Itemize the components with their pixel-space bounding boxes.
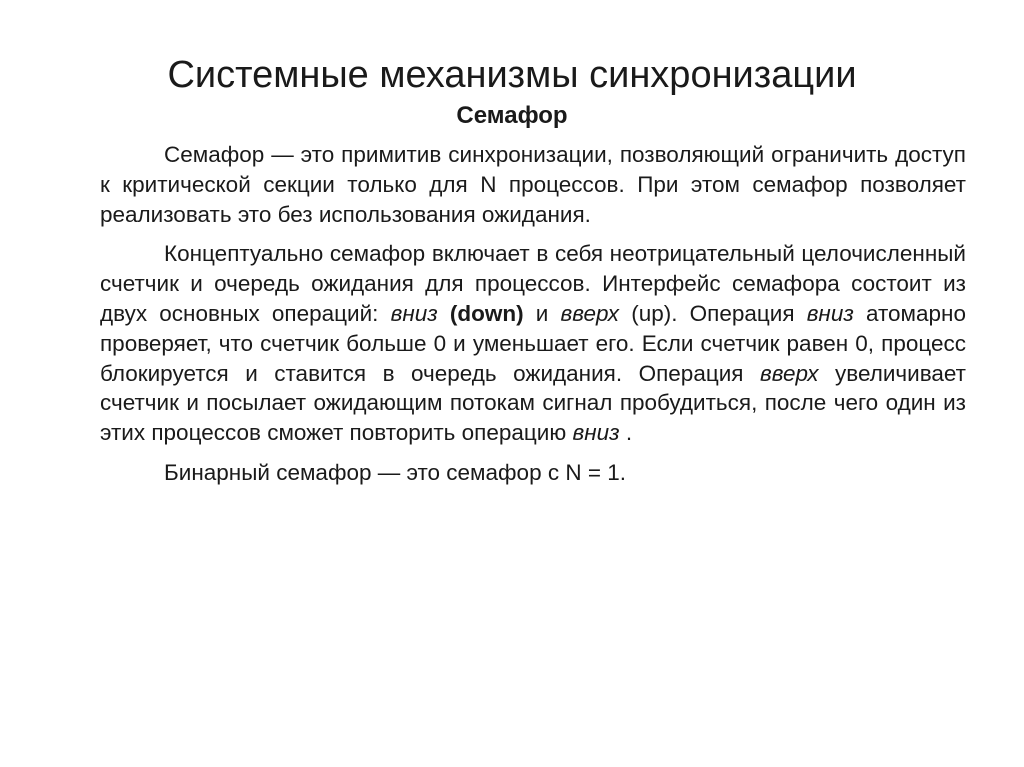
concept-text-7: . [619,420,633,446]
slide-body [100,140,966,498]
concept-text-5: атомарно проверяет, что счетчик больше 0 и уменьшает его. Если счетчик равен 0, процесс блокируется и ставится в очередь ожидания. Операция [100,300,966,386]
term-down-en: (down) [449,300,524,326]
slide-subtitle: Семафор [456,102,568,129]
paragraph-concept [100,239,966,448]
paragraph-definition: Семафор — это примитив синхронизации, позволяющий ограничить доступ к критической секции только для N процессов. При этом семафор позволяет реализовать это без использования ожидания. [100,142,966,227]
term-up-ru-2: вверх [759,360,819,386]
concept-text-6: увеличивает счетчик и посылает ожидающим потокам сигнал пробудиться, после чего один из этих процессов сможет повторить операцию [100,360,966,446]
term-down-ru-2: вниз [806,300,854,326]
term-up-ru: вверх [560,300,620,326]
concept-text-4: (up). Операция [619,300,807,326]
concept-text-1: Концептуально семафор включает в себя неотрицательный целочисленный счетчик и очередь ожидания для процессов. Интерфейс семафора состоит из двух основных операций: [100,241,966,326]
term-down-ru: вниз [390,300,438,326]
concept-text-3: и [523,300,561,326]
paragraph-binary: Бинарный семафор — это семафор с N = 1. [164,459,626,485]
slide-title: Системные механизмы синхронизации [167,54,857,96]
term-down-ru-3: вниз [572,420,620,446]
concept-text-2 [438,301,450,326]
